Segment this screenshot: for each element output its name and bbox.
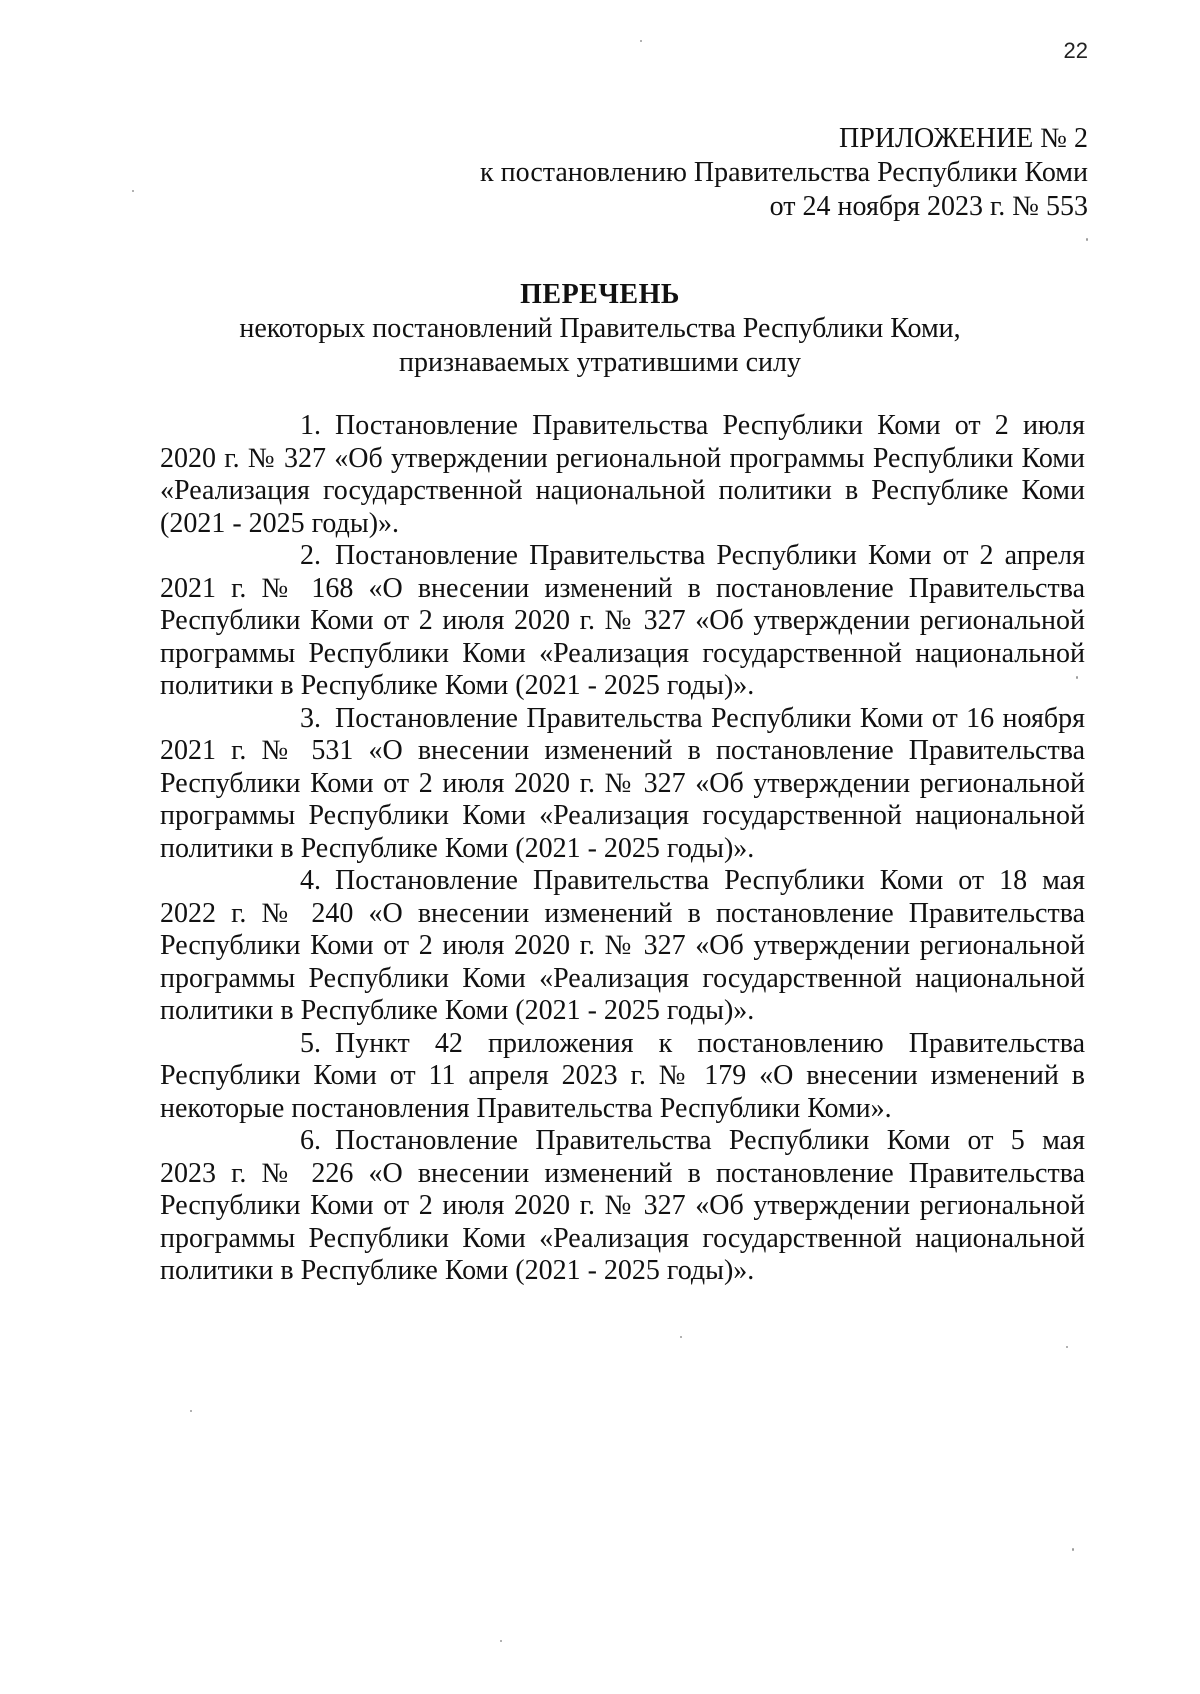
scan-speck (1086, 238, 1088, 241)
list-item-text: Постановление Правительства Республики Коми от 16 ноября 2021 г. № 531 «О внесении изменений в постановление Правительства Республики Коми от 2 июля 2020 г. № 327 «Об утверждении региональной программы Республики Коми «Реализация государственной национальной политики в Республике Коми (2021 - 2025 годы)». (160, 702, 1085, 864)
list-item (160, 865, 1085, 1028)
list-item-number: 6. (300, 1125, 321, 1156)
appendix-label: ПРИЛОЖЕНИЕ № 2 (839, 123, 1088, 154)
title-subtitle-line-2: признаваемых утратившими силу (398, 347, 802, 378)
list-item (160, 1125, 1085, 1288)
list-item-number: 1. (300, 410, 321, 441)
list-item (160, 1028, 1085, 1126)
list-item-text: Постановление Правительства Республики Коми от 18 мая 2022 г. № 240 «О внесении изменений в постановление Правительства Республики Коми от 2 июля 2020 г. № 327 «Об утверждении региональной программы Республики Коми «Реализация государственной национальной политики в Республике Коми (2021 - 2025 годы)». (160, 865, 1085, 1026)
list-item-text: Постановление Правительства Республики Коми от 2 апреля 2021 г. № 168 «О внесении изменений в постановление Правительства Республики Коми от 2 июля 2020 г. № 327 «Об утверждении региональной программы Республики Коми «Реализация государственной национальной политики в Республике Коми (2021 - 2025 годы)». (160, 540, 1085, 701)
scan-speck (1066, 1346, 1068, 1348)
appendix-header (480, 122, 1088, 224)
appendix-reference: к постановлению Правительства Республики Коми (480, 157, 1088, 188)
document-title (0, 278, 1200, 380)
page-number: 22 (1063, 38, 1088, 63)
list-item (160, 410, 1085, 540)
scan-speck (680, 1336, 682, 1338)
scan-speck (1076, 676, 1078, 679)
title-heading: ПЕРЕЧЕНЬ (520, 279, 680, 310)
list-item (160, 703, 1085, 866)
appendix-date: от 24 ноября 2023 г. № 553 (769, 191, 1088, 222)
scan-speck (132, 190, 134, 192)
list-item-number: 4. (300, 865, 321, 896)
scan-speck (640, 40, 642, 42)
scan-speck (1072, 1548, 1074, 1551)
title-subtitle-line-1: некоторых постановлений Правительства Республики Коми, (239, 313, 961, 344)
list-body (160, 410, 1085, 1288)
list-item-text: Постановление Правительства Республики Коми от 2 июля 2020 г. № 327 «Об утверждении региональной программы Республики Коми «Реализация государственной национальной политики в Республике Коми (2021 - 2025 годы)». (160, 410, 1085, 539)
list-item-number: 3. (300, 702, 321, 734)
list-item-text: Постановление Правительства Республики Коми от 5 мая 2023 г. № 226 «О внесении изменений в постановление Правительства Республики Коми от 2 июля 2020 г. № 327 «Об утверждении региональной программы Республики Коми «Реализация государственной национальной политики в Республике Коми (2021 - 2025 годы)». (160, 1125, 1085, 1286)
scan-speck (500, 1640, 502, 1642)
list-item (160, 540, 1085, 703)
scan-speck (190, 1410, 192, 1412)
list-item-number: 5. (300, 1027, 321, 1059)
list-item-number: 2. (300, 540, 321, 571)
list-item-text: Пункт 42 приложения к постановлению Правительства Республики Коми от 11 апреля 2023 г. № 179 «О внесении изменений в некоторые постановления Правительства Республики Коми». (160, 1027, 1085, 1124)
